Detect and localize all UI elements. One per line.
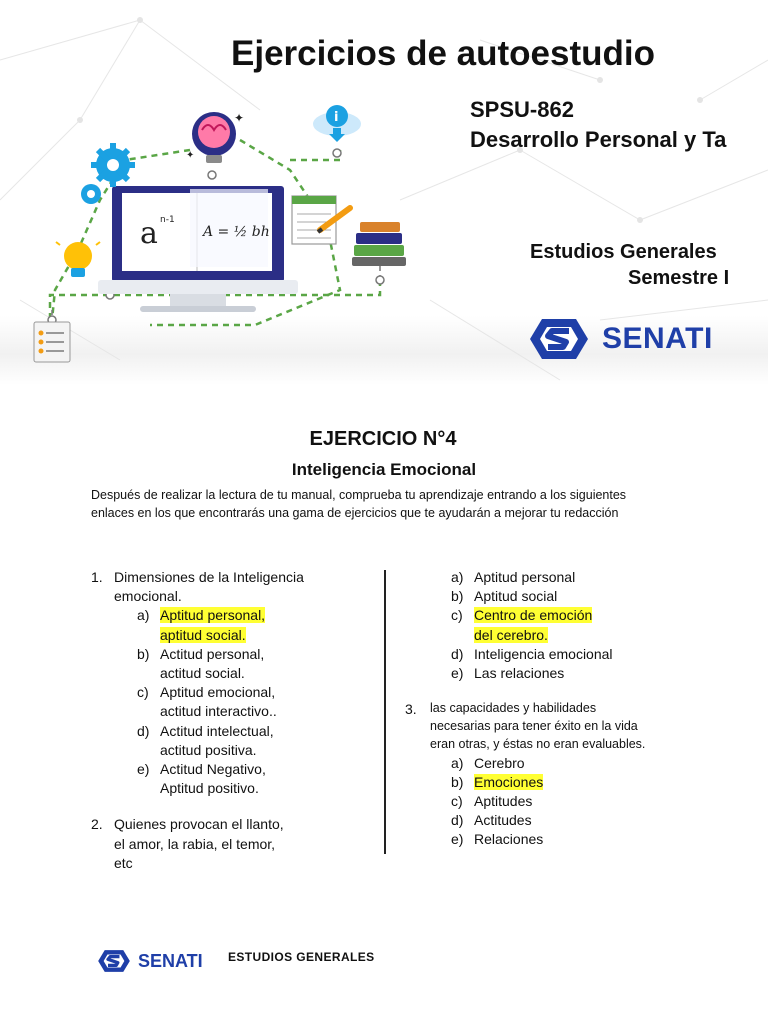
header-banner <box>0 0 768 385</box>
info-cloud-icon <box>313 105 361 142</box>
svg-text:n-1: n-1 <box>160 215 175 225</box>
exercise-intro: Después de realizar la lectura de tu manual, comprueba tu aprendizaje entrando a los siguientes enlaces en los que encontrarás una gama de ejercicios que te ayudarán a mejorar tu redacción <box>91 488 627 520</box>
svg-text:A = ½ bh: A = ½ bh <box>203 224 270 240</box>
monitor-icon <box>98 186 298 312</box>
question-3-option-a: a) Cerebro <box>451 754 525 771</box>
question-1: 1. Dimensiones de la Inteligencia emocional. <box>91 568 351 606</box>
svg-text:✦: ✦ <box>186 150 195 161</box>
exercise-title: EJERCICIO N°4 <box>309 428 457 450</box>
column-divider <box>384 570 386 854</box>
question-2-option-d: d) Inteligencia emocional <box>451 645 613 662</box>
svg-text:i: i <box>334 110 339 125</box>
question-3-text: las capacidades y habilidades necesarias para tener éxito en la vida eran otras, y éstas no eran evaluables. <box>430 701 646 751</box>
books-icon <box>352 222 406 266</box>
checklist-icon <box>34 322 70 362</box>
senati-logo-icon <box>530 317 588 361</box>
question-1-option-c: c) Aptitud emocional, actitud interactivo.. <box>137 684 277 720</box>
question-3-options <box>451 754 705 850</box>
question-2-text: Quienes provocan el llanto, el amor, la rabia, el temor, etc <box>114 816 284 871</box>
questions-left-column <box>91 568 351 873</box>
svg-text:a: a <box>140 216 158 251</box>
question-1-options <box>137 606 351 798</box>
svg-text:✦: ✦ <box>234 111 245 125</box>
question-2-option-b: b) Aptitud social <box>451 588 558 605</box>
semester-label: Semestre I <box>628 267 730 289</box>
question-2: 2. Quienes provocan el llanto, el amor, la rabia, el temor, etc <box>91 815 351 873</box>
question-3: 3. las capacidades y habilidades necesarias para tener éxito en la vida eran otras, y éstas no eran evaluables. <box>405 700 705 753</box>
question-3-option-e: e) Relaciones <box>451 831 544 848</box>
footer-senati-wordmark: SENATI <box>138 950 203 971</box>
question-1-text: Dimensiones de la Inteligencia emocional. <box>114 569 304 605</box>
questions-right-column <box>405 568 705 850</box>
question-3-option-d: d) Actitudes <box>451 812 532 829</box>
department-label: Estudios Generales <box>530 241 717 263</box>
senati-logo <box>530 316 713 362</box>
question-1-option-d: d) Actitud intelectual, actitud positiva. <box>137 722 274 758</box>
footer-senati-logo-icon <box>98 949 130 973</box>
footer-label: ESTUDIOS GENERALES <box>228 950 375 964</box>
question-2-option-a: a) Aptitud personal <box>451 569 576 585</box>
course-name: Desarrollo Personal y Ta <box>470 127 727 152</box>
brain-bulb-icon <box>192 112 236 163</box>
lightbulb-icon <box>56 242 100 277</box>
question-2-option-e: e) Las relaciones <box>451 665 565 682</box>
exercise-subtitle: Inteligencia Emocional <box>291 460 477 479</box>
senati-wordmark: SENATI <box>602 322 713 355</box>
footer-senati-logo <box>98 948 203 974</box>
question-2-options <box>451 568 705 683</box>
question-1-option-b: b) Actitud personal, actitud social. <box>137 645 265 682</box>
notepad-pencil-icon <box>292 196 350 244</box>
course-code: SPSU-862 <box>470 97 574 122</box>
question-1-option-a: a) Aptitud personal, aptitud social. <box>137 607 266 643</box>
document-title: Ejercicios de autoestudio <box>231 34 655 73</box>
question-3-option-b: b) Emociones <box>451 773 544 790</box>
question-3-option-c: c) Aptitudes <box>451 793 533 810</box>
question-1-option-e: e) Actitud Negativo, Aptitud positivo. <box>137 761 266 797</box>
question-2-option-c: c) Centro de emoción del cerebro. <box>451 607 593 643</box>
